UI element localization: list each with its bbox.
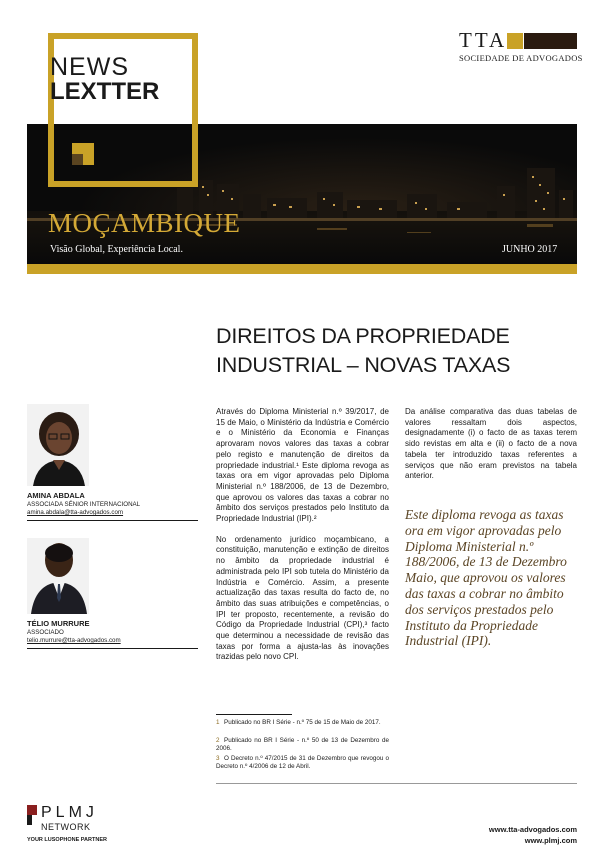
footnote (216, 737, 389, 754)
plmj-network-text: NETWORK (41, 822, 91, 832)
firm-logo-gold-block (507, 33, 523, 49)
plmj-logo-text: PLMJ (41, 804, 98, 821)
paragraph: No ordenamento jurídico moçambicano, a constituição, manutenção e extinção de direitos no âmbito da propriedade industrial é administrada pelo IPI sob tutela do Ministério da Indústria e Comércio. Assim, a presente actualização das taxas resulta do facto de, no âmbito das suas atribuições e competências, o IPI ter proposto, recentemente, a revisão do Código da Propriedade Industrial (CPI),³ facto que determinou a necessidade de revisão das taxas por forma a ajusta-las às inovações trazidas pelo novo CPI. (216, 534, 389, 662)
author-divider (27, 520, 198, 521)
article-title (216, 322, 576, 380)
pull-quote: Este diploma revoga as taxas ora em vigor aprovadas pelo Diploma Ministerial n.º 188/2006, de 13 de Dezembro Maio, que aprovou os valores das taxas a cobrar no âmbito dos serviços prestados pelo Instituto da Propriedade Industrial (IPI). (405, 507, 567, 649)
footer-divider (216, 783, 577, 784)
footnote-text: Publicado no BR I Série - n.º 50 de 13 de Dezembro de 2006. (216, 737, 389, 753)
avatar-telio (27, 538, 89, 614)
article-column-2 (405, 407, 577, 492)
firm-logo-tta: TTA (459, 28, 508, 52)
author-email-link[interactable]: telio.murrure@tta-advogados.com (27, 637, 121, 644)
paragraph: Através do Diploma Ministerial n.º 39/2017, de 15 de Maio, o Ministério da Indústria e Comércio e o Ministério da Economia e Finanças aprovaram novos valores das taxas a cobrar pelo registo e manutenção de direitos da propriedade industrial.¹ Este diploma revoga as taxas ora em vigor aprovadas pelo Diploma Ministerial n.º 188/2006, de 13 de Dezembro, que aprovou os valores das taxas a cobrar no âmbito dos serviços prestados pelo Instituto da Propriedade Industrial (IPI).² (216, 407, 389, 524)
plmj-mark-icon (27, 805, 37, 825)
footnote (216, 719, 389, 727)
footnote-text: O Decreto n.º 47/2015 de 31 de Dezembro que revogou o Decreto n.º 4/2006 de 12 de Abril. (216, 755, 389, 771)
person-portrait-icon (27, 538, 89, 614)
footnote (216, 755, 389, 772)
issue-date: JUNHO 2017 (502, 244, 558, 255)
avatar-amina (27, 404, 89, 486)
article-column-1 (216, 407, 389, 673)
author-role: ASSOCIADO (27, 629, 64, 636)
firm-logo-subtitle: SOCIEDADE DE ADVOGADOS (459, 53, 583, 63)
masthead-lextter: LEXTTER (50, 78, 160, 105)
plmj-partner-tagline: YOUR LUSOPHONE PARTNER (27, 837, 107, 843)
paragraph: Da análise comparativa das duas tabelas de valores ressaltam dois aspectos, designadamente (i) o facto de as taxas terem sido revistas em alta e (ii) o facto de a nova tabela ter introduzido taxas referentes a serviços que não eram previstos na tabela anterior. (405, 407, 577, 481)
footnote-number: 2 (216, 737, 220, 744)
firm-logo-dark-block (524, 33, 577, 49)
author-name: AMINA ABDALA (27, 491, 85, 500)
masthead-news: NEWS (50, 53, 129, 81)
author-name: TÉLIO MURRURE (27, 619, 90, 628)
footnote-divider (216, 714, 292, 715)
footer-url-link[interactable]: www.tta-advogados.com (488, 825, 577, 834)
author-role: ASSOCIADA SÉNIOR INTERNACIONAL (27, 501, 141, 508)
article-title-line1: DIREITOS DA PROPRIEDADE (216, 324, 510, 348)
article-title-line2: INDUSTRIAL – NOVAS TAXAS (216, 353, 511, 377)
brown-square-icon (72, 154, 83, 165)
country-heading: MOÇAMBIQUE (48, 208, 241, 238)
footnote-text: Publicado no BR I Série - n.º 75 de 15 de Maio de 2017. (224, 719, 381, 726)
author-email-link[interactable]: amina.abdala@tta-advogados.com (27, 509, 124, 516)
footer-urls (489, 824, 577, 846)
person-portrait-icon (27, 404, 89, 486)
banner-gold-strip (27, 264, 577, 274)
footer-url-link[interactable]: www.plmj.com (524, 836, 577, 845)
author-divider (27, 648, 198, 649)
footnote-number: 3 (216, 755, 220, 762)
tagline: Visão Global, Experiência Local. (50, 244, 183, 255)
footnote-number: 1 (216, 719, 220, 726)
